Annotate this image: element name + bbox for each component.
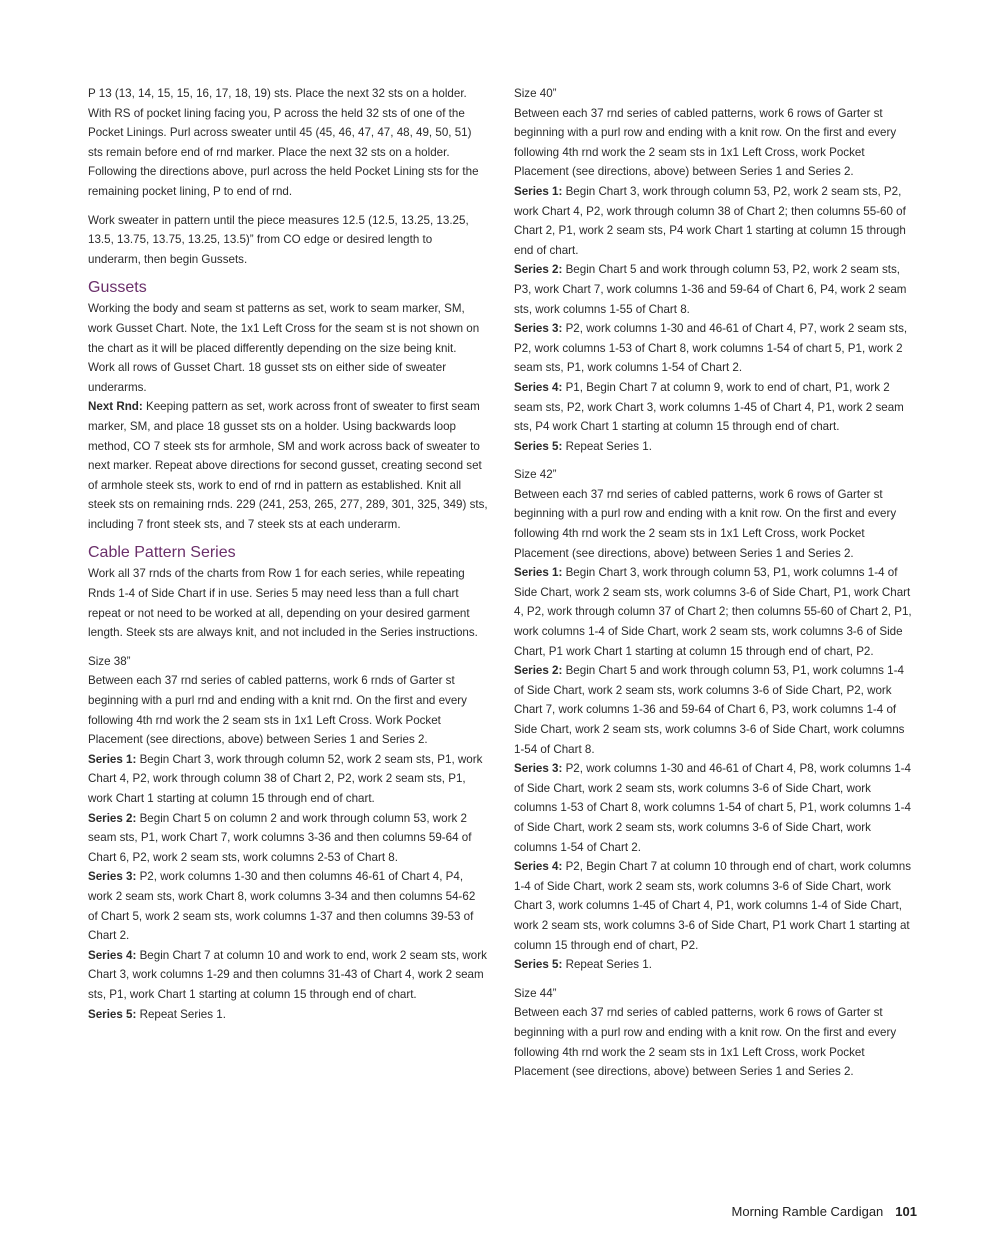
series-text: P1, Begin Chart 7 at column 9, work to end of chart, P1, work 2 seam sts, P2, work Chart 3, work columns 1-45 of Chart 4, P1, work 2 seam sts, P4 work Chart 1 starting at column 15 through end of chart. xyxy=(514,380,904,434)
series-label: Series 4: xyxy=(514,860,563,874)
size-40-series-4 xyxy=(514,378,916,437)
series-label: Series 2: xyxy=(514,664,563,678)
series-text: Begin Chart 5 and work through column 53, P1, work columns 1-4 of Side Chart, work 2 seam sts, work columns 3-6 of Side Chart, P2, work Chart 7, work columns 1-36 and 59-64 of Chart 6, P3, work columns 1-4 of Side Chart, work 2 seam sts, work columns 3-6 of Side Chart, work columns 1-54 of Chart 8. xyxy=(514,664,905,756)
size-40-series-2 xyxy=(514,260,916,319)
cable-pattern-heading: Cable Pattern Series xyxy=(88,544,236,562)
size-42-series-4 xyxy=(514,857,916,955)
series-text: Repeat Series 1. xyxy=(562,439,652,453)
series-text: Begin Chart 3, work through column 52, work 2 seam sts, P1, work Chart 4, P2, work through column 38 of Chart 2, P2, work 2 seam sts, P1, work Chart 1 starting at column 15 through end of chart. xyxy=(88,752,483,805)
size-40-intro: Between each 37 rnd series of cabled patterns, work 6 rows of Garter st beginning with a purl row and ending with a knit row. On the first and every following 4th rnd work the 2 seam sts in 1x1 Left Cross, work Pocket Placement (see directions, above) between Series 1 and Series 2. xyxy=(514,106,897,179)
size-42-series-1 xyxy=(514,563,916,661)
series-text: Begin Chart 5 and work through column 53, P2, work 2 seam sts, P3, work Chart 7, work columns 1-36 and 59-64 of Chart 6, P4, work 2 seam sts, work columns 1-55 of Chart 8. xyxy=(514,263,907,316)
series-text: Begin Chart 5 on column 2 and work through column 53, work 2 seam sts, P1, work Chart 7, work columns 3-36 and then columns 59-64 of Chart 6, P2, work 2 seam sts, work columns 2-53 of Chart 8. xyxy=(88,811,472,864)
intro-paragraph-2: With RS of pocket lining facing you, P across the held 32 sts of one of the Pocket Linings. Purl across sweater until 45 (45, 46, 47, 47, 48, 49, 50, 51) sts remain before end of rnd marker. Place the next 32 sts on a holder. Following the directions above, purl across the held Pocket Lining sts for the remaining pocket lining, P to end of rnd. xyxy=(88,106,479,198)
series-label: Series 3: xyxy=(88,870,137,884)
size-38-series-5 xyxy=(88,1005,488,1025)
next-rnd-paragraph xyxy=(88,397,488,534)
series-label: Series 1: xyxy=(514,184,563,198)
series-text: P2, work columns 1-30 and 46-61 of Chart 4, P7, work 2 seam sts, P2, work columns 1-53 of Chart 8, work columns 1-54 of chart 5, P1, work 2 seam sts, P1, work columns 1-54 of Chart 2. xyxy=(514,322,908,375)
size-38-series-2 xyxy=(88,809,488,868)
page-footer xyxy=(732,1204,917,1219)
size-38-series-3 xyxy=(88,867,488,945)
series-label: Series 4: xyxy=(88,948,137,962)
next-rnd-text: Keeping pattern as set, work across front of sweater to first seam marker, SM, and place 18 gusset sts on a holder. Using backwards loop method, CO 7 steek sts for armhole, SM and work across back of sweater to next marker. Repeat above directions for second gusset, creating second set of armhole steek sts, work to end of rnd in pattern as established. Knit all steek sts on remaining rnds. 229 (241, 253, 265, 277, 289, 301, 325, 349) sts, including 7 front steek sts, and 7 steek sts at each underarm. xyxy=(88,400,488,531)
left-column xyxy=(88,84,488,1024)
series-text: P2, Begin Chart 7 at column 10 through end of chart, work columns 1-4 of Side Chart, work 2 seam sts, work columns 3-6 of Side Chart, work Chart 3, work columns 1-45 of Chart 4, P1, work columns 1-4 of Side Chart, work 2 seam sts, work columns 3-6 of Side Chart, P1 work Chart 1 starting at column 15 through end of chart, P2. xyxy=(514,860,911,952)
size-40-series-1 xyxy=(514,182,916,260)
size-42-series-5 xyxy=(514,955,916,975)
size-42-series-2 xyxy=(514,661,916,759)
series-label: Series 4: xyxy=(514,380,563,394)
size-42-intro: Between each 37 rnd series of cabled patterns, work 6 rows of Garter st beginning with a purl row and ending with a knit row. On the first and every following 4th rnd work the 2 seam sts in 1x1 Left Cross, work Pocket Placement (see directions, above) between Series 1 and Series 2. xyxy=(514,487,897,560)
series-label: Series 3: xyxy=(514,762,563,776)
size-38-title: Size 38” xyxy=(88,654,131,668)
size-38-intro: Between each 37 rnd series of cabled patterns, work 6 rnds of Garter st beginning with a purl rnd and ending with a knit rnd. On the first and every following 4th rnd work the 2 seam sts in 1x1 Left Cross. Work Pocket Placement (see directions, above) between Series 1 and Series 2. xyxy=(88,674,467,747)
size-44-intro: Between each 37 rnd series of cabled patterns, work 6 rows of Garter st beginning with a purl row and ending with a knit row. On the first and every following 4th rnd work the 2 seam sts in 1x1 Left Cross, work Pocket Placement (see directions, above) between Series 1 and Series 2. xyxy=(514,1006,897,1079)
cable-pattern-paragraph: Work all 37 rnds of the charts from Row 1 for each series, while repeating Rnds 1-4 of Side Chart if in use. Series 5 may need less than a full chart repeat or not need to be worked at all, depending on your desired garment length. Steek sts are always knit, and not included in the Series instructions. xyxy=(88,567,478,640)
next-rnd-label: Next Rnd: xyxy=(88,400,143,414)
gussets-paragraph-2: Work all rows of Gusset Chart. 18 gusset sts on either side of sweater underarms. xyxy=(88,361,447,394)
series-label: Series 2: xyxy=(514,263,563,277)
size-40-series-3 xyxy=(514,319,916,378)
size-38-series-1 xyxy=(88,750,488,809)
series-label: Series 3: xyxy=(514,322,563,336)
series-text: Begin Chart 3, work through column 53, P1, work columns 1-4 of Side Chart, work 2 seam sts, work columns 3-6 of Side Chart, P1, work Chart 4, P2, work through column 37 of Chart 2; then columns 55-60 of Chart 2, P1, work columns 1-4 of Side Chart, work 2 seam sts, work columns 3-6 of Side Chart, P1 work Chart 1 starting at column 15 through end of chart, P2. xyxy=(514,566,912,658)
series-text: P2, work columns 1-30 and then columns 46-61 of Chart 4, P4, work 2 seam sts, work Chart 8, work columns 3-34 and then columns 54-62 of Chart 5, work 2 seam sts, work columns 1-37 and then columns 39-53 of Chart 2. xyxy=(88,870,476,943)
series-label: Series 5: xyxy=(514,439,563,453)
gussets-paragraph-1: Working the body and seam st patterns as set, work to seam marker, SM, work Gusset Chart. Note, the 1x1 Left Cross for the seam st is not shown on the chart as it will be placed differently depending on the size being knit. xyxy=(88,302,480,355)
series-text: Repeat Series 1. xyxy=(562,958,652,972)
size-40-series-5 xyxy=(514,437,916,457)
series-label: Series 2: xyxy=(88,811,137,825)
series-label: Series 5: xyxy=(88,1007,137,1021)
series-text: Begin Chart 3, work through column 53, P2, work 2 seam sts, P2, work Chart 4, P2, work through column 38 of Chart 2; then columns 55-60 of Chart 2, P1, work 2 seam sts, P4 work Chart 1 starting at column 15 through end of chart. xyxy=(514,184,906,257)
work-sweater-paragraph: Work sweater in pattern until the piece measures 12.5 (12.5, 13.25, 13.25, 13.5, 13.75, 13.75, 13.25, 13.5)” from CO edge or desired length to underarm, then begin Gussets. xyxy=(88,213,469,266)
gussets-heading: Gussets xyxy=(88,279,147,297)
intro-paragraph-1: P 13 (13, 14, 15, 15, 16, 17, 18, 19) sts. Place the next 32 sts on a holder. xyxy=(88,87,467,100)
size-42-series-3 xyxy=(514,759,916,857)
right-column xyxy=(514,84,916,1082)
series-text: P2, work columns 1-30 and 46-61 of Chart 4, P8, work columns 1-4 of Side Chart, work 2 seam sts, work columns 3-6 of Side Chart, work columns 1-53 of Chart 8, work columns 1-54 of chart 5, P1, work columns 1-4 of Side Chart, work 2 seam sts, work columns 3-6 of Side Chart, work columns 1-54 of Chart 2. xyxy=(514,762,911,854)
series-label: Series 1: xyxy=(514,566,563,580)
size-42-title: Size 42” xyxy=(514,468,557,482)
series-text: Begin Chart 7 at column 10 and work to end, work 2 seam sts, work Chart 3, work columns 1-29 and then columns 31-43 of Chart 4, work 2 seam sts, P1, work Chart 1 starting at column 15 through end of chart. xyxy=(88,948,487,1001)
size-44-title: Size 44” xyxy=(514,986,557,1000)
series-text: Repeat Series 1. xyxy=(136,1007,226,1021)
series-label: Series 5: xyxy=(514,958,563,972)
page-number: 101 xyxy=(895,1204,917,1219)
size-38-series-4 xyxy=(88,946,488,1005)
size-40-title: Size 40” xyxy=(514,87,557,100)
footer-title: Morning Ramble Cardigan xyxy=(731,1204,884,1219)
series-label: Series 1: xyxy=(88,752,137,766)
